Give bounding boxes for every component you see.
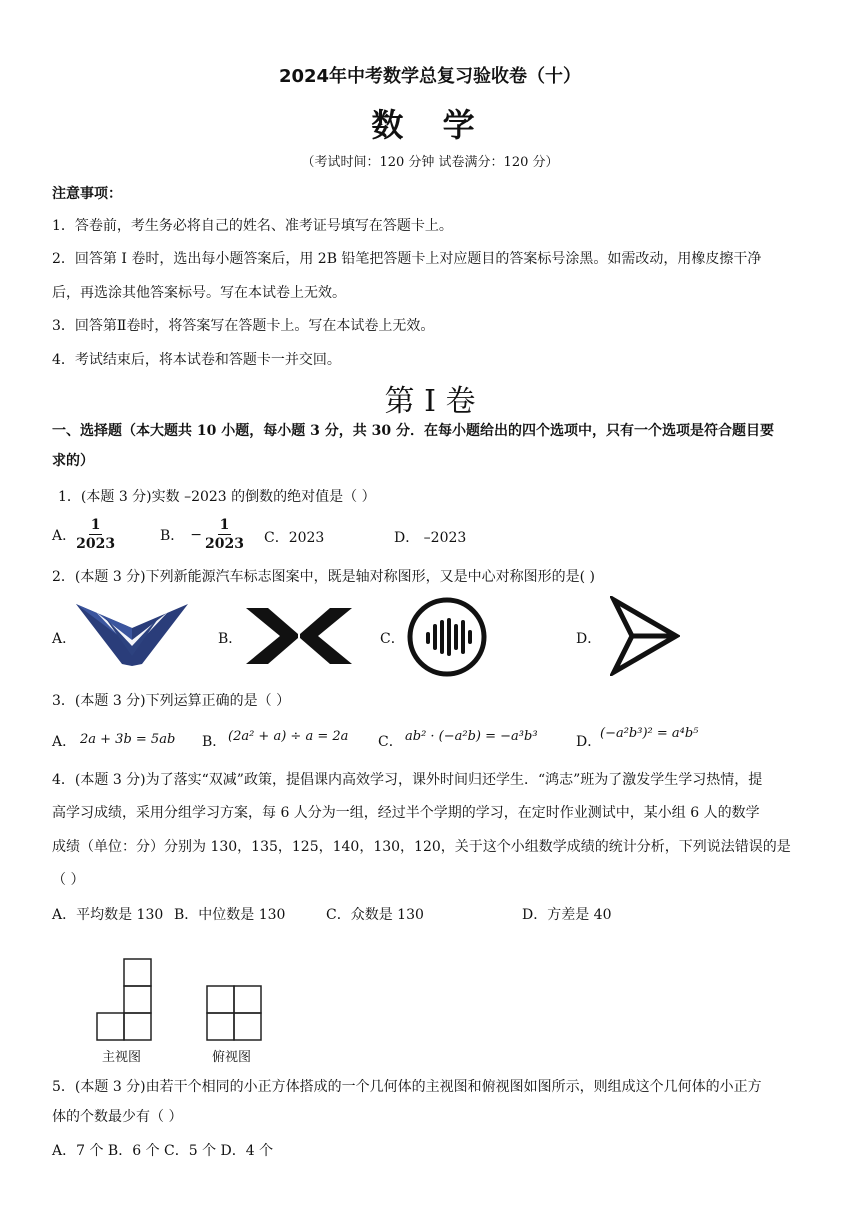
q3-d-label: D．: [576, 734, 602, 750]
q4-option-b: B．中位数是 130: [174, 907, 286, 923]
q1-b-numerator: 1: [219, 517, 230, 533]
q2-d-label: D．: [576, 631, 602, 647]
q3-a-expr: 2a + 3b = 5ab: [80, 732, 176, 747]
subject-title: 数 学: [371, 106, 489, 144]
exam-title: 2024年中考数学总复习验收卷（十）: [278, 66, 582, 87]
q4-stem-line: 成绩（单位：分）分别为 130，135，125，140，130，120，关于这个小组数学成绩的统计分析，下列说法错误的是: [52, 839, 791, 855]
q1-a-fraction: [76, 516, 115, 553]
q1-a-label: A．: [52, 527, 77, 544]
section1-heading: 一、选择题（本大题共 10 小题，每小题 3 分，共 30 分．在每小题给出的四个选项中，只有一个选项是符合题目要: [52, 423, 774, 439]
q1-option-c: C．2023: [264, 530, 325, 546]
q2-logo-c: [406, 596, 488, 678]
q1-b-denominator: 2023: [205, 536, 244, 552]
exam-info: （考试时间：120 分钟 试卷满分：120 分）: [301, 155, 559, 170]
q3-c-expr: ab² · (−a²b) = −a³b³: [405, 729, 538, 744]
q1-option-d: D． –2023: [394, 530, 467, 546]
note-item: 1．答卷前，考生务必将自己的姓名、准考证号填写在答题卡上。: [52, 218, 453, 234]
q5-top-view: [206, 985, 264, 1043]
q4-stem-line: 高学习成绩，采用分组学习方案，每 6 人分为一组，经过半个学期的学习，在定时作业测试中，某小组 6 人的数学: [52, 805, 760, 821]
part1-title: 第 I 卷: [384, 384, 476, 419]
q1-b-label: B．: [160, 527, 185, 544]
q1-a-denominator: 2023: [76, 536, 116, 552]
q1-b-sign: −: [190, 526, 203, 543]
q5-top-view-label: 俯视图: [212, 1050, 252, 1065]
q1-option-b: [160, 516, 244, 553]
q3-b-expr: (2a² + a) ÷ a = 2a: [228, 729, 349, 744]
q5-stem-line: 体的个数最少有（ ）: [52, 1109, 183, 1125]
q2-b-label: B．: [218, 631, 243, 647]
note-item: 4．考试结束后，将本试卷和答题卡一并交回。: [52, 352, 341, 368]
q3-a-label: A．: [52, 734, 77, 750]
q5-front-view-label: 主视图: [102, 1050, 142, 1065]
q1-b-fraction: [205, 516, 244, 553]
q1-stem: 1．(本题 3 分)实数 –2023 的倒数的绝对值是（ ）: [58, 489, 376, 505]
q2-stem: 2．(本题 3 分)下列新能源汽车标志图案中，既是轴对称图形，又是中心对称图形的是( ): [52, 569, 596, 585]
q3-stem: 3．(本题 3 分)下列运算正确的是（ ）: [52, 693, 291, 709]
q5-options: A．7 个 B．6 个 C．5 个 D．4 个: [52, 1143, 274, 1159]
note-item: 2．回答第 I 卷时，选出每小题答案后，用 2B 铅笔把答题卡上对应题目的答案标号涂黑。如需改动，用橡皮擦干净: [52, 251, 762, 267]
q2-logo-b: [246, 608, 352, 664]
q2-a-label: A．: [52, 631, 77, 647]
q4-option-d: D．方差是 40: [522, 907, 612, 923]
note-item: 3．回答第Ⅱ卷时，将答案写在答题卡上。写在本试卷上无效。: [52, 318, 435, 334]
q3-b-label: B．: [202, 734, 227, 750]
q4-stem-line: 4．(本题 3 分)为了落实“双减”政策，提倡课内高效学习，课外时间归还学生．“鸿志”班为了激发学生学习热情，提: [52, 772, 763, 788]
q2-logo-a: [76, 604, 188, 668]
q3-d-expr: (−a²b³)² = a⁴b⁵: [600, 726, 699, 741]
q1-option-a: [52, 516, 115, 553]
notes-heading: 注意事项：: [52, 186, 122, 202]
section1-heading-cont: 求的）: [52, 453, 94, 469]
q2-c-label: C．: [380, 631, 405, 647]
q1-a-numerator: 1: [90, 517, 101, 533]
q4-option-a: A．平均数是 130: [52, 907, 164, 923]
q5-stem-line: 5．(本题 3 分)由若干个相同的小正方体搭成的一个几何体的主视图和俯视图如图所示，则组成这个几何体的小正方: [52, 1079, 762, 1095]
q4-stem-line: （ ）: [52, 872, 85, 888]
q3-c-label: C．: [378, 734, 403, 750]
note-item: 后，再选涂其他答案标号。写在本试卷上无效。: [52, 285, 346, 301]
q5-front-view: [96, 958, 154, 1042]
q2-logo-d: [610, 596, 680, 676]
q4-option-c: C．众数是 130: [326, 907, 424, 923]
